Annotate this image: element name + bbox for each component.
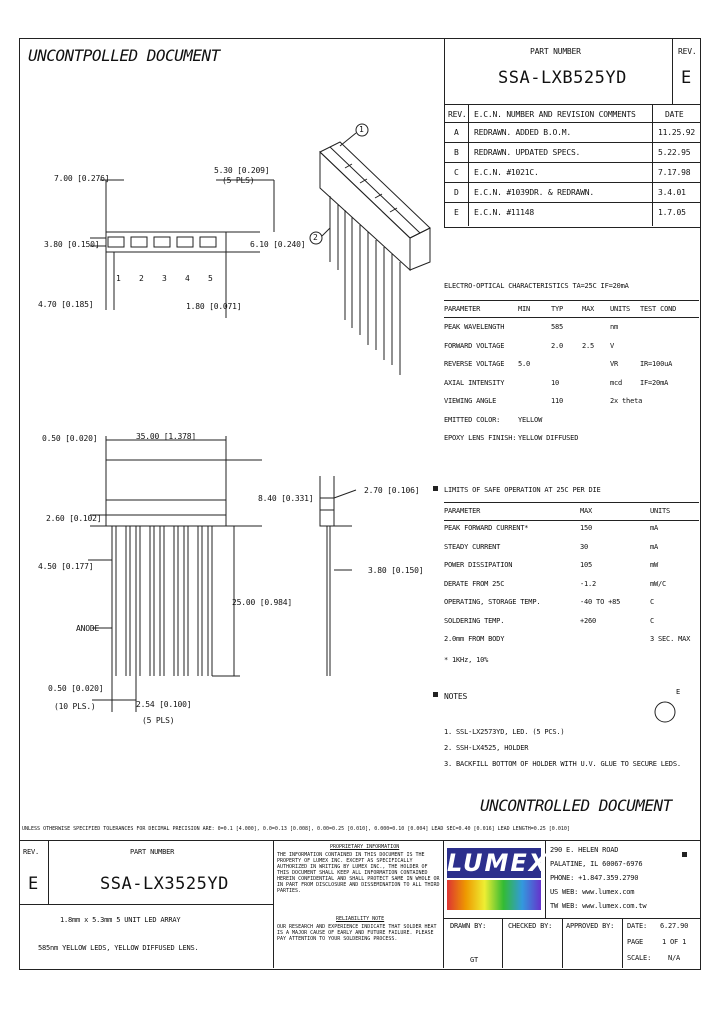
revision-date: 1.7.05: [658, 208, 686, 217]
date-col-header: DATE: [665, 110, 684, 119]
revision-comment: E.C.N. #1039DR. & REDRAWN.: [474, 188, 595, 197]
eo-cell: IF=20mA: [640, 378, 669, 387]
eo-cell: 5.0: [518, 360, 531, 368]
description-line-2: 585nm YELLOW LEDS, YELLOW DIFFUSED LENS.: [38, 944, 199, 952]
dim-lead-width: 0.50 [0.020]: [48, 684, 104, 693]
eo-cell: V: [610, 341, 615, 350]
limits-cell: mW: [650, 561, 659, 569]
eo-cell: IR=100uA: [640, 360, 673, 368]
callout-1: 1: [359, 125, 364, 134]
eo-cell: REVERSE VOLTAGE: [444, 360, 505, 368]
led-number-4: 4: [185, 274, 190, 283]
revision-rev: C: [454, 168, 459, 177]
note-2: 2. SSH-LX4525, HOLDER: [444, 744, 529, 752]
proprietary-text: THE INFORMATION CONTAINED IN THIS DOCUMENT IS THE PROPERTY OF LUMEX INC. EXCEPT AS SPECIFICALLY AUTHORIZED IN WRITING BY LUMEX INC., THE HOLDER OF THIS DOCUMENT SHALL KEEP ALL INFORMATION CONTAINED HEREIN CONFIDENTIAL AND SHALL PROTECT SAME IN WHOLE OR IN PART FROM DISCLOSURE AND DISSEMINATION TO ALL THIRD PARTIES.: [277, 852, 440, 894]
eo-cell: nm: [610, 323, 619, 331]
limits-cell: PEAK FORWARD CURRENT*: [444, 524, 529, 532]
revision-date: 3.4.01: [658, 188, 686, 197]
eo-cell: 2.0: [551, 341, 564, 350]
rev-label-top: REV.: [678, 47, 697, 56]
limits-cell: 105: [580, 561, 593, 569]
part-number-label-bottom: PART NUMBER: [130, 848, 175, 856]
eo-cell: mcd: [610, 378, 623, 387]
led-number-1: 1: [116, 274, 121, 283]
eo-cell: FORWARD VOLTAGE: [444, 341, 505, 350]
note-1: 1. SSL-LX2573YD, LED. (5 PCS.): [444, 728, 565, 736]
led-number-2: 2: [139, 274, 144, 283]
dim-offset: 4.70 [0.185]: [38, 300, 94, 309]
eo-cell: VR: [610, 360, 619, 368]
dim-led-height: 3.80 [0.150]: [44, 240, 100, 249]
eo-cell: 110: [551, 397, 564, 405]
limits-cell: 3 SEC. MAX: [650, 635, 691, 643]
part-number-bottom: SSA-LX3525YD: [100, 874, 229, 894]
address-line-1: 290 E. HELEN ROAD: [550, 846, 619, 854]
limits-footnote: * 1KHz, 10%: [444, 656, 489, 664]
tw-web: TW WEB: www.lumex.com.tw: [550, 902, 647, 910]
limits-cell: SOLDERING TEMP.: [444, 616, 505, 625]
rev-value-bottom: E: [28, 874, 39, 894]
revision-date: 11.25.92: [658, 128, 695, 137]
revision-comment: E.C.N. #11148: [474, 208, 535, 217]
rev-col-header: REV.: [448, 110, 467, 119]
eo-cell: 2x theta: [610, 397, 643, 405]
phone: PHONE: +1.847.359.2790: [550, 874, 639, 882]
limits-cell: mA: [650, 542, 659, 551]
revision-rev: B: [454, 148, 459, 157]
eo-cell: EMITTED COLOR:: [444, 415, 501, 424]
scale-value: N/A: [668, 954, 681, 962]
eo-header: UNITS: [610, 305, 631, 313]
limits-cell: -40 TO +85: [580, 598, 621, 606]
eo-cell: YELLOW DIFFUSED: [518, 434, 579, 442]
ul-mark: E: [676, 688, 681, 696]
lumex-logo: LUMEX: [447, 849, 550, 877]
eo-cell: YELLOW: [518, 415, 543, 424]
note-3: 3. BACKFILL BOTTOM OF HOLDER WITH U.V. GLUE TO SECURE LEDS.: [444, 760, 681, 768]
drawn-by-value: GT: [470, 956, 479, 964]
date-value: 6.27.90: [660, 922, 689, 930]
page-value: 1 OF 1: [662, 938, 687, 946]
dim-holder-height: 2.60 [0.102]: [46, 514, 102, 523]
rev-label-bottom: REV.: [23, 848, 40, 856]
dim-led-width: 1.80 [0.071]: [186, 302, 242, 311]
page-label: PAGE: [627, 938, 644, 946]
limits-cell: mW/C: [650, 579, 667, 588]
limits-cell: -1.2: [580, 579, 597, 588]
limits-cell: 30: [580, 542, 589, 551]
revision-rev: D: [454, 188, 459, 197]
tolerance-note: UNLESS OTHERWISE SPECIFIED TOLERANCES FOR DECIMAL PRECISION ARE: 0=0.1 [4.000], 0.0=0.13 [0.008], 0.00=0.25 [0.010], 0.000=0.10 [0.004] LEAD SEC=0.40 [0.016] LEAD LENGTH=0.25 [0.010]: [22, 826, 570, 832]
ecn-col-header: E.C.N. NUMBER AND REVISION COMMENTS: [474, 110, 636, 119]
limits-cell: OPERATING, STORAGE TEMP.: [444, 598, 541, 606]
dim-standoff: 4.50 [0.177]: [38, 562, 94, 571]
led-number-5: 5: [208, 274, 213, 283]
dim-body-depth: 6.10 [0.240]: [250, 240, 306, 249]
limits-cell: 150: [580, 524, 593, 532]
dim-lead-count: (10 PLS.): [54, 702, 96, 711]
part-number: SSA-LXB525YD: [498, 68, 627, 88]
address-line-2: PALATINE, IL 60067-6976: [550, 860, 643, 868]
limits-cell: POWER DISSIPATION: [444, 561, 513, 569]
reliability-text: OUR RESEARCH AND EXPERIENCE INDICATE THAT SOLDER HEAT IS A MAJOR CAUSE OF EARLY AND FUTURE FAILURE. PLEASE PAY ATTENTION TO YOUR SOLDERING PROCESS.: [277, 924, 437, 942]
limits-header: UNITS: [650, 507, 671, 515]
limits-cell: mA: [650, 524, 659, 532]
uncontrolled-stamp-top: UNCONTPOLLED DOCUMENT: [28, 46, 220, 65]
anode-label: ANODE: [76, 624, 100, 633]
reliability-title: RELIABILITY NOTE: [336, 916, 385, 922]
rev-value: E: [681, 68, 692, 88]
dim-lead-pitch: 2.54 [0.100]: [136, 700, 192, 709]
limits-header: PARAMETER: [444, 507, 481, 515]
led-number-3: 3: [162, 274, 167, 283]
dim-body-height: 8.40 [0.331]: [258, 494, 314, 503]
part-number-label: PART NUMBER: [530, 47, 581, 56]
eo-header: TEST COND: [640, 305, 677, 313]
eo-header: PARAMETER: [444, 305, 481, 313]
drawn-by-label: DRAWN BY:: [450, 922, 487, 930]
eo-cell: 10: [551, 378, 560, 387]
dim-lead-pitch-count: (5 PLS): [142, 716, 175, 725]
dim-lead-length: 25.00 [0.984]: [232, 598, 293, 607]
scale-label: SCALE:: [627, 954, 652, 962]
dim-pitch-count: (5 PLS): [222, 176, 255, 185]
limits-cell: +260: [580, 616, 597, 625]
revision-date: 7.17.98: [658, 168, 691, 177]
dim-lead-offset: 0.50 [0.020]: [42, 434, 98, 443]
us-web: US WEB: www.lumex.com: [550, 888, 635, 896]
description-line-1: 1.8mm x 5.3mm 5 UNIT LED ARRAY: [60, 916, 181, 924]
eo-header: TYP: [551, 305, 564, 313]
uncontrolled-stamp-bottom: UNCONTROLLED DOCUMENT: [480, 796, 672, 815]
dim-pitch: 5.30 [0.209]: [214, 166, 270, 175]
revision-date: 5.22.95: [658, 148, 691, 157]
eo-header: MIN: [518, 305, 531, 313]
logo-rainbow-bar: [447, 880, 541, 910]
revision-comment: REDRAWN. UPDATED SPECS.: [474, 148, 581, 157]
eo-cell: VIEWING ANGLE: [444, 397, 497, 405]
revision-rev: E: [454, 208, 459, 217]
dim-overall-length: 35.00 [1.378]: [136, 432, 197, 441]
limits-cell: STEADY CURRENT: [444, 542, 501, 551]
limits-title: LIMITS OF SAFE OPERATION AT 25C PER DIE: [444, 486, 601, 494]
approved-by-label: APPROVED BY:: [566, 922, 615, 930]
notes-title: NOTES: [444, 692, 468, 701]
checked-by-label: CHECKED BY:: [508, 922, 553, 930]
eo-cell: PEAK WAVELENGTH: [444, 323, 505, 331]
eo-header: MAX: [582, 305, 595, 313]
limits-cell: C: [650, 616, 655, 625]
eo-title: ELECTRO-OPTICAL CHARACTERISTICS TA=25C IF=20mA: [444, 282, 629, 290]
revision-rev: A: [454, 128, 459, 137]
limits-cell: DERATE FROM 25C: [444, 579, 505, 588]
limits-cell: 2.0mm FROM BODY: [444, 635, 505, 643]
eo-cell: 585: [551, 323, 564, 331]
dim-side-width: 3.80 [0.150]: [368, 566, 424, 575]
eo-cell: AXIAL INTENSITY: [444, 378, 505, 387]
dim-top-width: 7.00 [0.276]: [54, 174, 110, 183]
limits-cell: C: [650, 598, 655, 606]
dim-side-top: 2.70 [0.106]: [364, 486, 420, 495]
eo-cell: EPOXY LENS FINISH:: [444, 434, 517, 442]
revision-comment: REDRAWN. ADDED B.O.M.: [474, 128, 571, 137]
revision-comment: E.C.N. #1021C.: [474, 168, 539, 177]
limits-header: MAX: [580, 507, 593, 515]
eo-cell: 2.5: [582, 341, 595, 350]
date-label: DATE:: [627, 922, 648, 930]
callout-2: 2: [313, 233, 318, 242]
proprietary-title: PROPRIETARY INFORMATION: [330, 844, 400, 850]
